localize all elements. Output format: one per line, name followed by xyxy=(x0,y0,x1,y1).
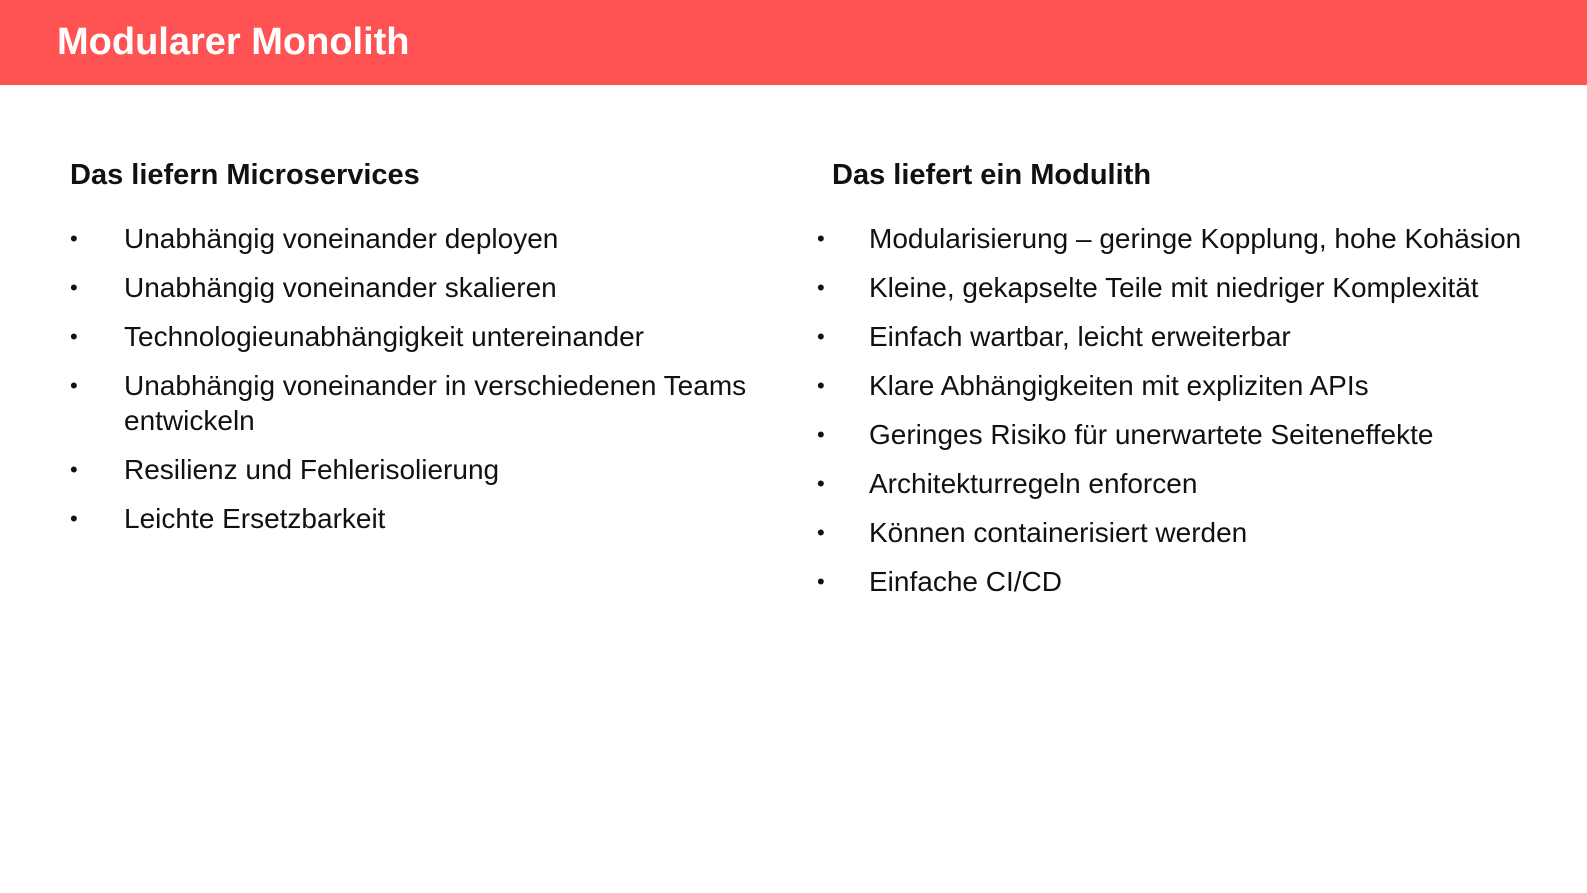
list-item-label: Technologieunabhängigkeit untereinander xyxy=(124,321,644,352)
list-item xyxy=(70,271,750,306)
list-item xyxy=(70,502,750,537)
modulith-heading: Das liefert ein Modulith xyxy=(832,159,1152,191)
bullet-icon: • xyxy=(70,275,78,300)
list-item-label: Unabhängig voneinander in verschiedenen Teams entwickeln xyxy=(124,370,747,436)
list-item-label: Architekturregeln enforcen xyxy=(869,468,1198,499)
list-item xyxy=(817,516,1532,551)
bullet-icon: • xyxy=(817,422,825,447)
list-item xyxy=(70,453,750,488)
list-item-label: Resilienz und Fehlerisolierung xyxy=(124,453,500,485)
bullet-icon: • xyxy=(817,569,825,594)
bullet-icon: • xyxy=(817,373,825,398)
list-item xyxy=(817,271,1532,306)
bullet-icon: • xyxy=(70,373,78,398)
list-item-label: Unabhängig voneinander deployen xyxy=(124,223,559,254)
bullet-icon: • xyxy=(70,324,78,349)
title-bar xyxy=(0,0,1587,85)
microservices-list xyxy=(70,222,750,536)
modulith-list xyxy=(817,222,1532,600)
list-item-label: Leichte Ersetzbarkeit xyxy=(124,502,386,534)
slide-title: Modularer Monolith xyxy=(57,21,410,63)
microservices-column xyxy=(70,154,750,551)
list-item-label: Können containerisiert werden xyxy=(869,517,1248,548)
list-item xyxy=(817,369,1532,404)
bullet-icon: • xyxy=(817,324,825,349)
bullet-icon: • xyxy=(817,471,825,496)
list-item-label: Einfach wartbar, leicht erweiterbar xyxy=(869,321,1291,352)
bullet-icon: • xyxy=(70,456,78,482)
bullet-icon: • xyxy=(817,520,825,545)
list-item-label: Modularisierung – geringe Kopplung, hohe Kohäsion xyxy=(869,223,1522,254)
bullet-icon: • xyxy=(817,226,825,251)
bullet-icon: • xyxy=(70,505,78,531)
list-item xyxy=(70,222,750,257)
list-item-label: Unabhängig voneinander skalieren xyxy=(124,272,557,303)
microservices-heading: Das liefern Microservices xyxy=(70,159,420,191)
bullet-icon: • xyxy=(70,226,78,251)
list-item xyxy=(817,467,1532,502)
list-item xyxy=(817,418,1532,453)
bullet-icon: • xyxy=(817,275,825,300)
list-item-label: Kleine, gekapselte Teile mit niedriger Komplexität xyxy=(869,272,1479,303)
list-item xyxy=(817,320,1532,355)
list-item xyxy=(817,222,1532,257)
modulith-column xyxy=(817,154,1532,614)
list-item xyxy=(70,320,750,355)
list-item xyxy=(817,565,1532,600)
list-item-label: Geringes Risiko für unerwartete Seiteneffekte xyxy=(869,419,1434,450)
list-item xyxy=(70,369,750,438)
list-item-label: Einfache CI/CD xyxy=(869,566,1062,597)
list-item-label: Klare Abhängigkeiten mit expliziten APIs xyxy=(869,370,1369,401)
